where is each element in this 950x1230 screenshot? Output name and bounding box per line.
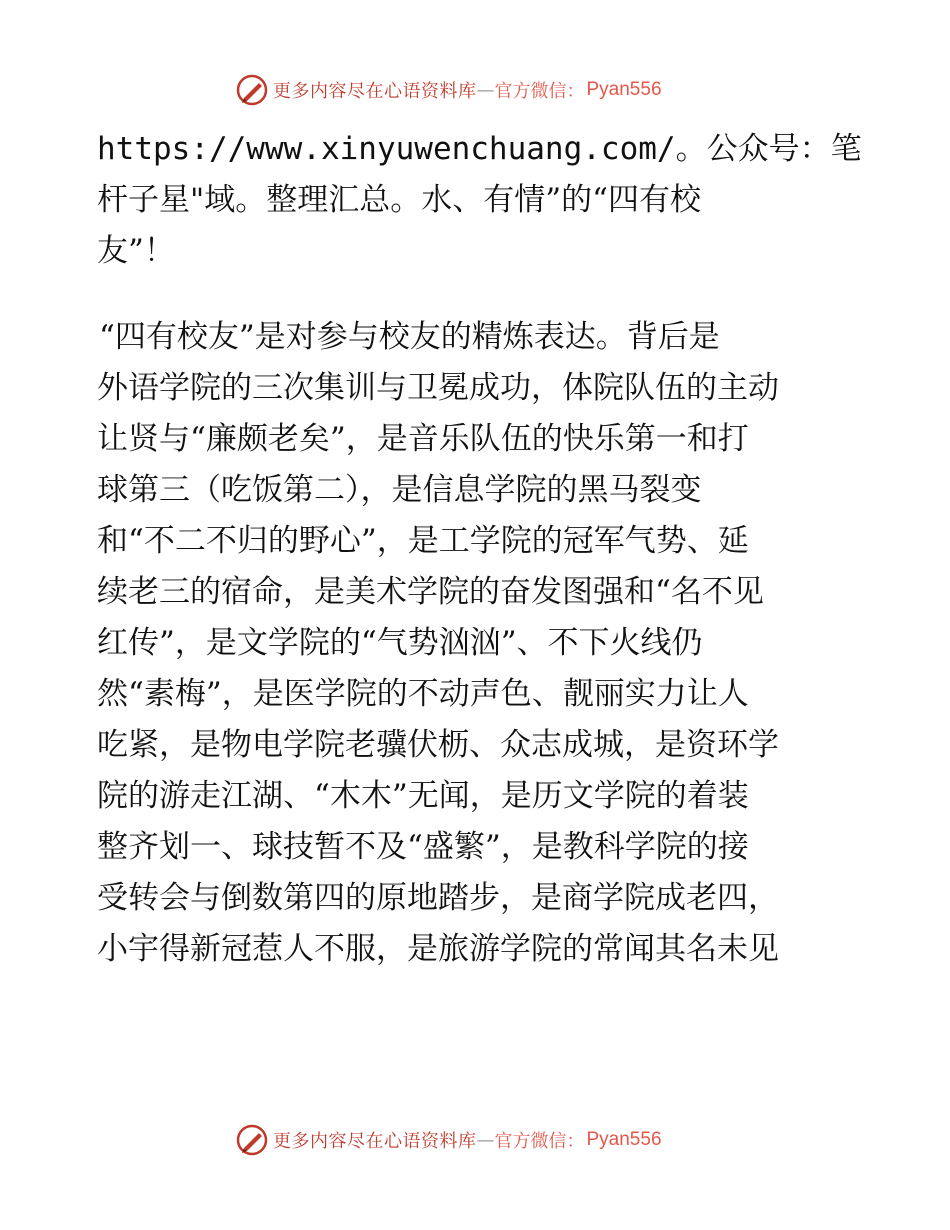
wechat-id: Pyan556 [586,79,662,100]
text-line: 球第三（吃饭第二），是信息学院的黑马裂变 [97,472,702,508]
separator: — [476,1129,495,1151]
wechat-label: 官方微信： [494,1131,585,1152]
text-line: “四有校友”是对参与校友的精炼表达。背后是 [99,319,720,355]
text-line: https://www.xinyuwenchuang.com/。公众号：笔 [97,131,862,167]
header-banner [235,73,715,107]
text-line: 红传”，是文学院的“气势汹汹”、不下火线仍 [97,625,703,661]
promo-text: 更多内容尽在心语资料库 [273,81,477,102]
text-line: 友”！ [97,233,175,269]
wechat-id: Pyan556 [586,1129,662,1150]
paragraph-1 [97,124,862,277]
wechat-label: 官方微信： [494,81,585,102]
text-line: 院的游走江湖、“木木”无闻，是历文学院的着装 [97,778,749,814]
text-line: 吃紧，是物电学院老骥伏枥、众志成城，是资环学 [97,727,779,763]
text-line: 让贤与“廉颇老矣”，是音乐队伍的快乐第一和打 [97,421,749,457]
pen-logo-icon [235,1123,269,1157]
text-line: 小宇得新冠惹人不服，是旅游学院的常闻其名未见 [97,931,779,967]
paragraph-2 [97,312,857,975]
text-line: 和“不二不归的野心”，是工学院的冠军气势、延 [97,523,749,559]
text-line: 然“素梅”，是医学院的不动声色、靓丽实力让人 [97,676,749,712]
text-line: 杆子星"域。整理汇总。水、有情”的“四有校 [97,182,701,218]
text-line: 续老三的宿命，是美术学院的奋发图强和“名不见 [97,574,764,610]
text-line: 受转会与倒数第四的原地踏步，是商学院成老四， [97,880,779,916]
promo-text: 更多内容尽在心语资料库 [273,1131,477,1152]
text-line: 外语学院的三次集训与卫冕成功，体院队伍的主动 [97,370,779,406]
separator: — [476,79,495,101]
footer-banner [235,1123,715,1157]
pen-logo-icon [235,73,269,107]
text-line: 整齐划一、球技暂不及“盛繁”，是教科学院的接 [97,829,749,865]
